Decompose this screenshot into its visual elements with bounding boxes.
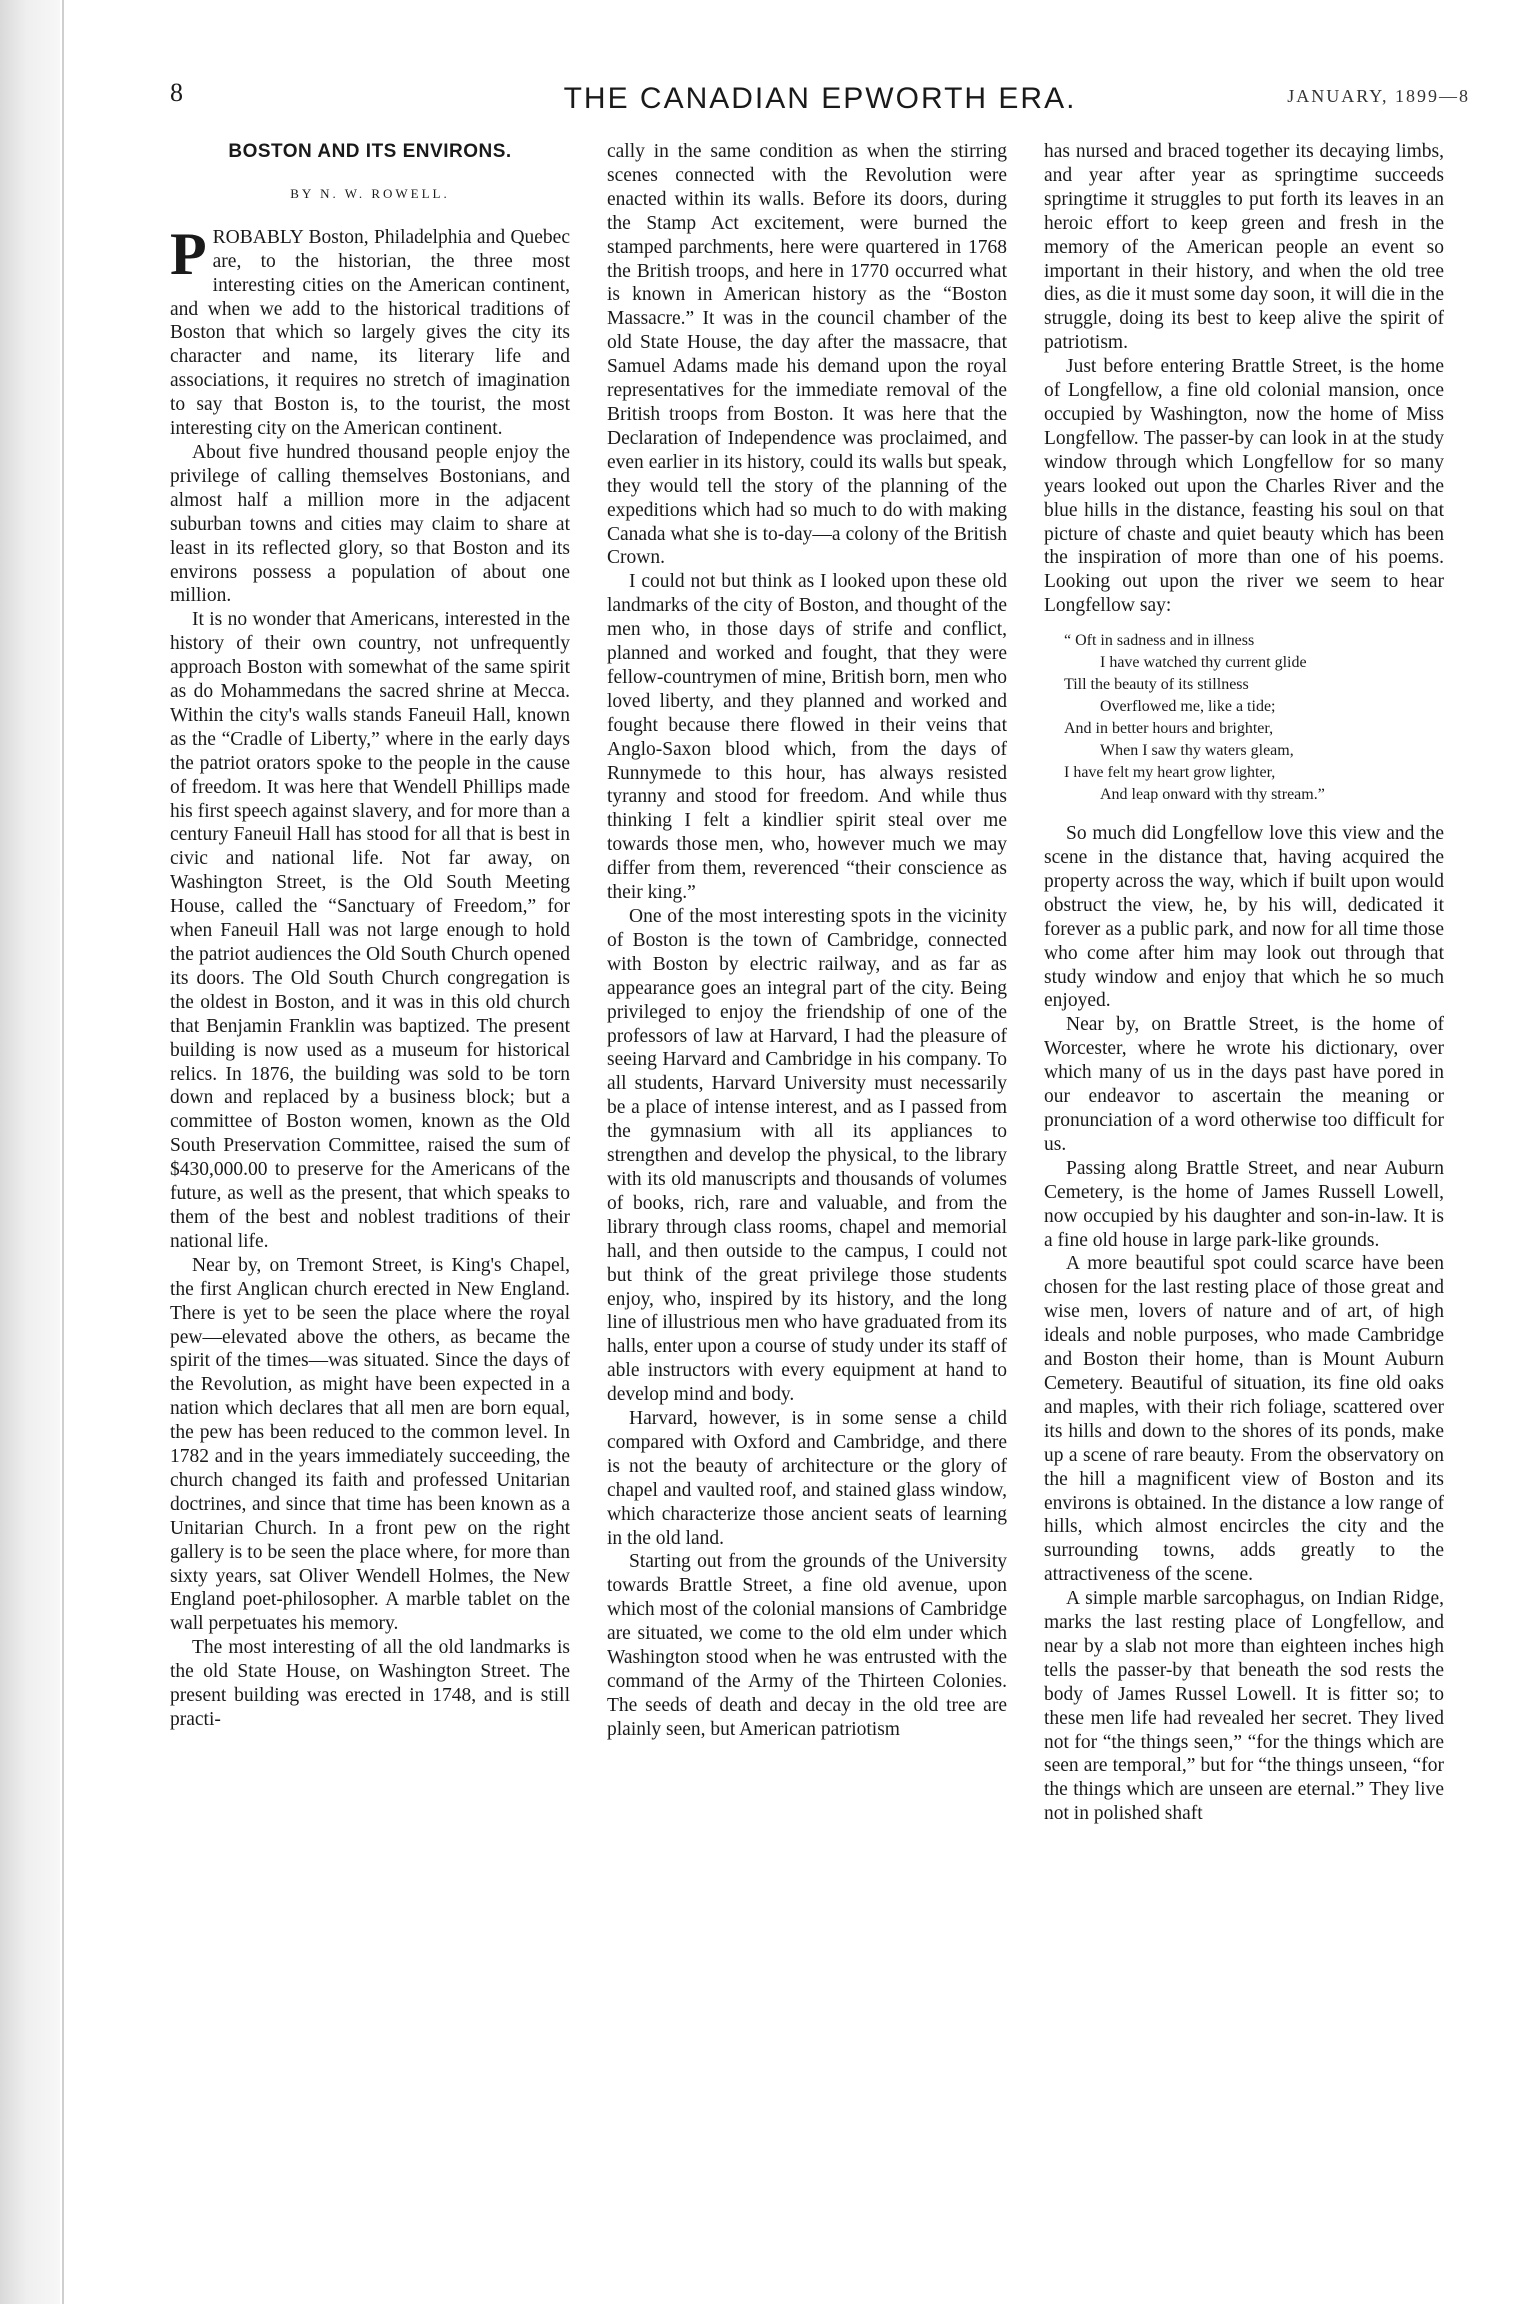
- binding-edge: [0, 0, 60, 2304]
- paragraph: has nursed and braced together its decaying limbs, and year after year as springtime succeeds springtime it struggles to put forth its leaves in an heroic effort to keep green and fresh in the memory of the American people an event so important in their history, and when the old tree dies, as die it must some day soon, it will die in the struggle, doing its best to keep alive the spirit of patriotism.: [1044, 141, 1444, 354]
- paragraph: Harvard, however, is in some sense a child compared with Oxford and Cambridge, and there is not the beauty of architecture or the glory of chapel and vaulted roof, and stained glass window, which characterize those ancient seats of learning in the old land.: [607, 1408, 1007, 1549]
- article-title: BOSTON AND ITS ENVIRONS.: [228, 141, 512, 162]
- column-1: [170, 140, 570, 1732]
- paragraph: cally in the same condition as when the stirring scenes connected with the Revolution were enacted within its walls. Before its doors, during the Stamp Act excitement, were burned the stamped parchments, here were quartered in 1768 the British troops, and here in 1770 occurred what is known in American history as the “Boston Massacre.” It was in the council chamber of the old State House, the day after the massacre, that Samuel Adams made his demand upon the royal representatives for the immediate removal of the British troops from Boston. It was here that the Declaration of Independence was proclaimed, and even earlier in its history, could its walls but speak, they would tell the story of the planning of the expeditions which had so much to do with making Canada what she is to-day—a colony of the British Crown.: [607, 141, 1007, 569]
- poem-line: And in better hours and brighter,: [1064, 720, 1274, 738]
- page-number: 8: [170, 78, 183, 107]
- poem-line: “ Oft in sadness and in illness: [1064, 632, 1255, 650]
- page-header: [170, 78, 1470, 118]
- journal-title: THE CANADIAN EPWORTH ERA.: [563, 82, 1077, 115]
- paragraph: A more beautiful spot could scarce have been chosen for the last resting place of those great and wise men, lovers of nature and of art, of high ideals and noble purposes, who made Cambridge and Boston their home, than is Mount Auburn Cemetery. Beautiful of situation, its fine old oaks and maples, with their rich foliage, scattered over its hills and down to the shores of its ponds, make up a scene of rare beauty. From the observatory on the hill a magnificent view of Boston and its environs is obtained. In the distance a low range of hills, which almost encircles the city and the surrounding towns, adds greatly to the attractiveness of the scene.: [1044, 1253, 1444, 1586]
- paragraph: A simple marble sarcophagus, on Indian Ridge, marks the last resting place of Longfellow, and near by a slab not more than eighteen inches high tells the passer-by that beneath the sod rests the body of James Russel Lowell. It is fitter so; to these men life had revealed her secret. They lived not for “the things seen,” “for the things which are seen are temporal,” but for “the things unseen, “for the things which are unseen are eternal.” They live not in polished shaft: [1044, 1588, 1444, 1825]
- poem-line: I have felt my heart grow lighter,: [1064, 764, 1276, 782]
- byline: BY N. W. ROWELL.: [290, 185, 450, 201]
- paragraph: I could not but think as I looked upon these old landmarks of the city of Boston, and thought of the men who, in those days of strife and conflict, planned and worked and fought, that they were fellow-countrymen of mine, British born, men who loved liberty, and they planned and worked and fought because there flowed in their veins that Anglo-Saxon blood which, from the days of Runnymede to this hour, has always resisted tyranny and stood for freedom. And while thus thinking I felt a kindlier spirit steal over me towards those men, who, however much we may differ from them, reverenced “their conscience as their king.”: [607, 571, 1007, 904]
- paragraph: Near by, on Tremont Street, is King's Chapel, the first Anglican church erected in New England. There is yet to be seen the place where the royal pew—elevated above the others, as became the spirit of the times—was situated. Since the days of the Revolution, as might have been expected in a nation which declares that all men are born equal, the pew has been reduced to the common level. In 1782 and in the years immediately succeeding, the church changed its faith and professed Unitarian doctrines, and since that time has been known as a Unitarian Church. In a front pew on the right gallery is to be seen the place where, for more than sixty years, sat Oliver Wendell Holmes, the New England poet-philosopher. A marble tablet on the wall perpetuates his memory.: [170, 1254, 570, 1635]
- poem-line: Overflowed me, like a tide;: [1100, 698, 1276, 716]
- column-3: [1044, 140, 1444, 1826]
- poem-quote: [1044, 630, 1444, 806]
- paragraph: Starting out from the grounds of the University towards Brattle Street, a fine old avenue, upon which most of the colonial mansions of Cambridge are situated, we come to the old elm under which Washington stood when he was entrusted with the command of the Army of the Thirteen Colonies. The seeds of death and decay in the old tree are plainly seen, but American patriotism: [607, 1551, 1007, 1740]
- poem-line: Till the beauty of its stillness: [1064, 676, 1249, 694]
- binding-shadow: [62, 0, 64, 2304]
- paragraph: Near by, on Brattle Street, is the home of Worcester, where he wrote his dictionary, over which many of us in the days past have pored in our endeavor to ascertain the meaning or pronunciation of a word otherwise too difficult for us.: [1044, 1014, 1444, 1155]
- paragraph: Passing along Brattle Street, and near Auburn Cemetery, is the home of James Russell Lowell, now occupied by his daughter and son-in-law. It is a fine old house in large park-like grounds.: [1044, 1157, 1444, 1251]
- paragraph: So much did Longfellow love this view and the scene in the distance that, having acquired the property across the way, which if built upon would obstruct the view, he, by his will, dedicated it forever as a public park, and now for all time those who come after him may look out through that study window and enjoy that which he so much enjoyed.: [1044, 823, 1444, 1012]
- paragraph: It is no wonder that Americans, interested in the history of their own country, not unfrequently approach Boston with somewhat of the same spirit as do Mohammedans the sacred shrine at Mecca. Within the city's walls stands Faneuil Hall, known as the “Cradle of Liberty,” where in the early days the patriot orators spoke to the people in the cause of freedom. It was here that Wendell Phillips made his first speech against slavery, and for more than a century Faneuil Hall has stood for all that is best in civic and national life. Not far away, on Washington Street, is the Old South Meeting House, called the “Sanctuary of Freedom,” for when Faneuil Hall was not large enough to hold the patriot audiences the Old South Church opened its doors. The Old South Church congregation is the oldest in Boston, and it was in this old church that Benjamin Franklin was baptized. The present building is now used as a museum for historical relics. In 1876, the building was sold to be torn down and replaced by a business block; but a committee of Boston women, known as the Old South Preservation Committee, raised the sum of $430,000.00 to preserve for the Americans of the future, as well as the present, that which speaks to them of the best and noblest traditions of their national life.: [170, 609, 570, 1252]
- drop-cap: P: [170, 220, 207, 287]
- issue-date: JANUARY, 1899—8: [1287, 86, 1470, 106]
- poem-line: I have watched thy current glide: [1100, 654, 1307, 672]
- paragraph: One of the most interesting spots in the vicinity of Boston is the town of Cambridge, connected with Boston by electric railway, and as far as appearance goes an integral part of the city. Being privileged to enjoy the friendship of one of the professors of law at Harvard, I had the pleasure of seeing Harvard and Cambridge in his company. To all students, Harvard University must necessarily be a place of intense interest, and as I passed from the gymnasium with all its appliances to strengthen and develop the physical, to the library with its old manuscripts and thousands of volumes of books, rich, rare and valuable, and from the library through class rooms, chapel and memorial hall, and then outside to the campus, I could not but think of the great privilege those students enjoy, who, inspired by its history, and the long line of illustrious men who have graduated from its halls, enter upon a course of study under its staff of able instructors with every equipment at hand to develop mind and body.: [607, 906, 1007, 1406]
- poem-line: And leap onward with thy stream.”: [1100, 786, 1325, 804]
- paragraph-text: ROBABLY Boston, Philadelphia and Quebec are, to the historian, the three most interesting cities on the American continent, and when we add to the historical traditions of Boston that which so largely gives the city its character and name, its literary life and associations, it requires no stretch of imagination to say that Boston is, to the tourist, the most interesting city on the American continent.: [170, 226, 570, 440]
- paragraph: The most interesting of all the old landmarks is the old State House, on Washington Street. The present building was erected in 1748, and is still practi-: [170, 1637, 570, 1730]
- column-2: [607, 140, 1007, 1742]
- poem-line: When I saw thy waters gleam,: [1100, 742, 1294, 760]
- paragraph: Just before entering Brattle Street, is the home of Longfellow, a fine old colonial mansion, once occupied by Washington, now the home of Miss Longfellow. The passer-by can look in at the study window through which Longfellow for so many years looked out upon the Charles River and the blue hills in the distance, feasting his soul on that picture of chaste and quiet beauty which has been the inspiration of more than one of his poems. Looking out upon the river we seem to hear Longfellow say:: [1044, 356, 1444, 617]
- paragraph: [170, 220, 570, 441]
- paragraph: About five hundred thousand people enjoy the privilege of calling themselves Bostonians, and almost half a million more in the adjacent suburban towns and cities may claim to share at least in its reflected glory, so that Boston and its environs possess a population of about one million.: [170, 441, 570, 607]
